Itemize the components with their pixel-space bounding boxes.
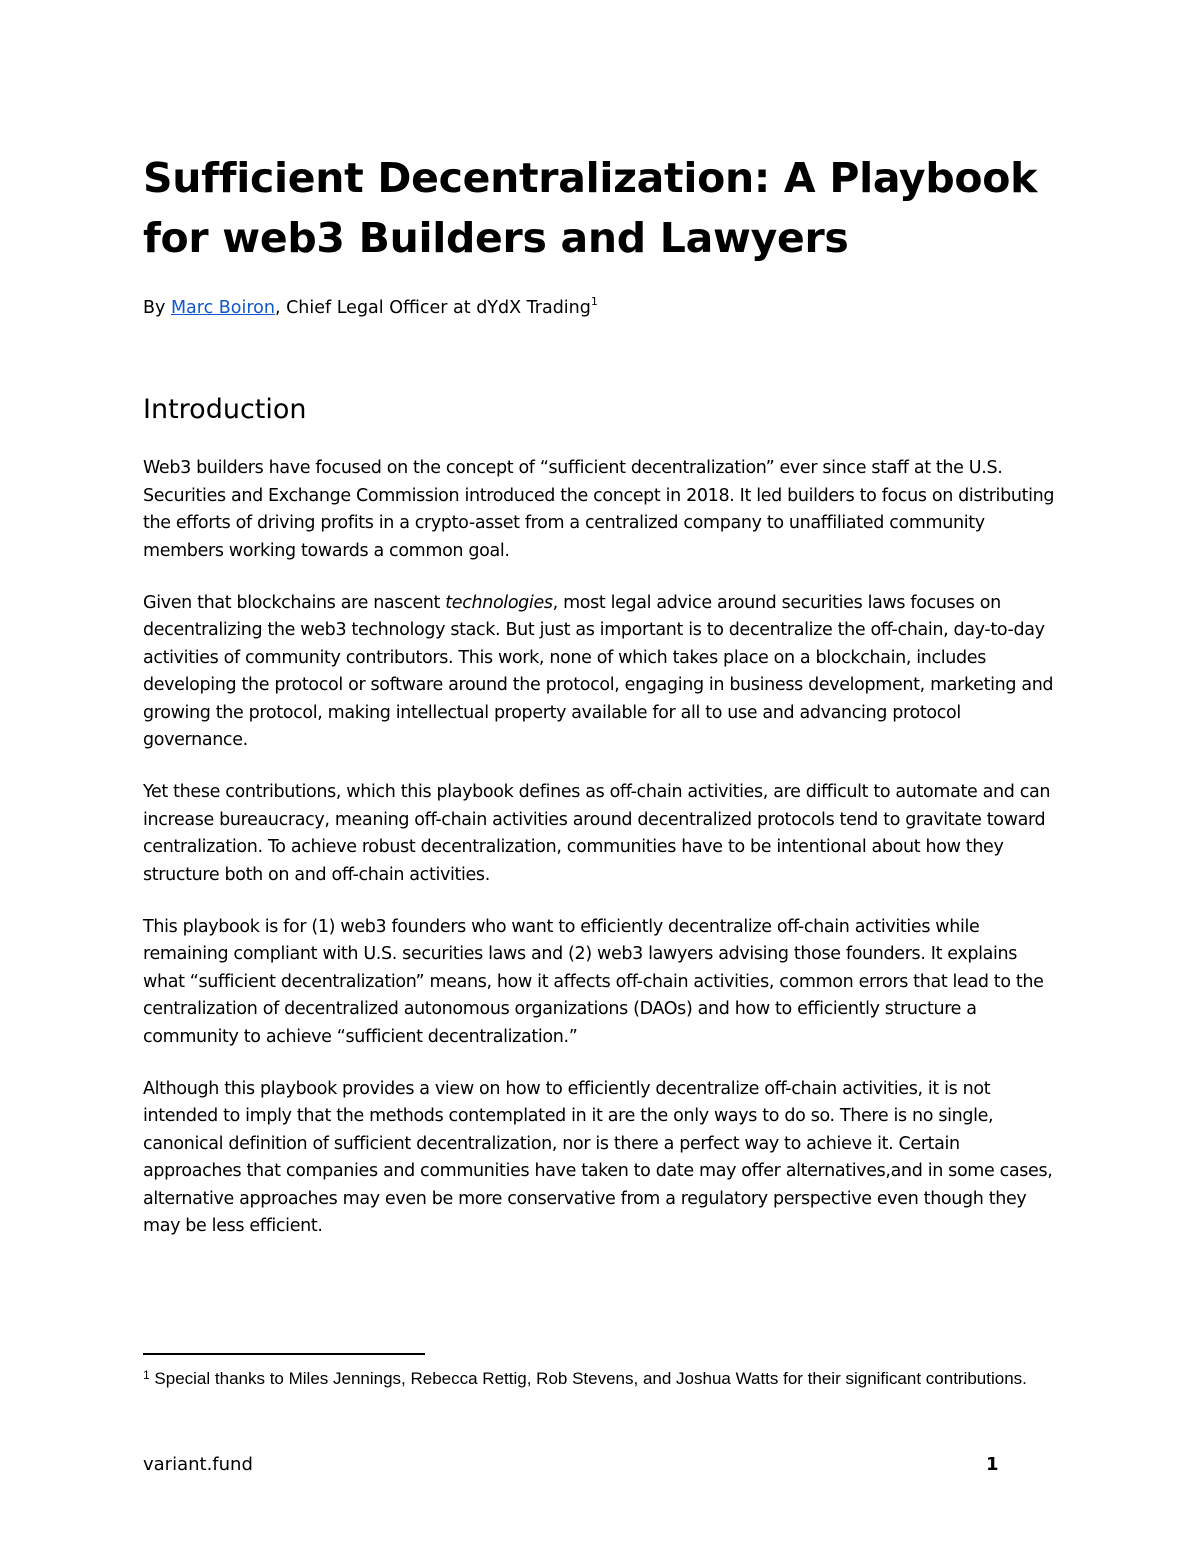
- footnote-ref[interactable]: 1: [590, 295, 598, 308]
- byline-prefix: By: [143, 298, 171, 318]
- paragraph-5: Although this playbook provides a view on how to efficiently decentralize off-chain activities, it is not intended to imply that the methods contemplated in it are the only ways to do so. There is no single, canonical definition of sufficient decentralization, nor is there a perfect way to achieve it. Certain approaches that companies and communities have taken to date may offer alternatives,and in some cases, alternative approaches may even be more conservative from a regulatory perspective even though they may be less efficient.: [143, 1078, 1053, 1236]
- paragraph-2-italic: technologies: [445, 592, 553, 613]
- footnote-divider: [143, 1353, 425, 1355]
- paragraph-2-end: , most legal advice around securities laws focuses on decentralizing the web3 technology stack. But just as important is to decentralize the off-chain, day-to-day activities of community contributors. This work, none of which takes place on a blockchain, includes developing the protocol or software around the protocol, engaging in business development, marketing and growing the protocol, making intellectual property available for all to use and advancing protocol governance.: [143, 592, 1054, 750]
- paragraph-4: This playbook is for (1) web3 founders who want to efficiently decentralize off-chain activities while remaining compliant with U.S. securities laws and (2) web3 lawyers advising those founders. It explains what “sufficient decentralization” means, how it affects off-chain activities, common errors that lead to the centralization of decentralized autonomous organizations (DAOs) and how to efficiently structure a community to achieve “sufficient decentralization.”: [143, 916, 1044, 1047]
- document-title: Sufficient Decentralization: A Playbook for web3 Builders and Lawyers: [143, 154, 1038, 262]
- paragraph-2: [143, 590, 1058, 755]
- page-number: 1: [986, 1454, 999, 1475]
- intro-body: [143, 455, 1058, 1265]
- footnote-marker: 1: [143, 1368, 150, 1382]
- section-heading-introduction: Introduction: [143, 394, 307, 425]
- byline-role: , Chief Legal Officer at dYdX Trading: [274, 298, 591, 318]
- footnote: [143, 1368, 1053, 1390]
- paragraph-1: Web3 builders have focused on the concept of “sufficient decentralization” ever since staff at the U.S. Securities and Exchange Commission introduced the concept in 2018. It led builders to focus on distributing the efforts of driving profits in a crypto-asset from a centralized company to unaffiliated community members working towards a common goal.: [143, 458, 1055, 561]
- byline: [143, 295, 598, 321]
- footnote-text: Special thanks to Miles Jennings, Rebecca Rettig, Rob Stevens, and Joshua Watts for their significant contributions.: [149, 1369, 1027, 1388]
- author-link[interactable]: Marc Boiron: [170, 298, 275, 318]
- paragraph-3: Yet these contributions, which this playbook defines as off-chain activities, are difficult to automate and can increase bureaucracy, meaning off-chain activities around decentralized protocols tend to gravitate toward centralization. To achieve robust decentralization, communities have to be intentional about how they structure both on and off-chain activities.: [143, 782, 1051, 885]
- footer-site: variant.fund: [143, 1454, 253, 1475]
- paragraph-2-start: Given that blockchains are nascent: [143, 592, 446, 613]
